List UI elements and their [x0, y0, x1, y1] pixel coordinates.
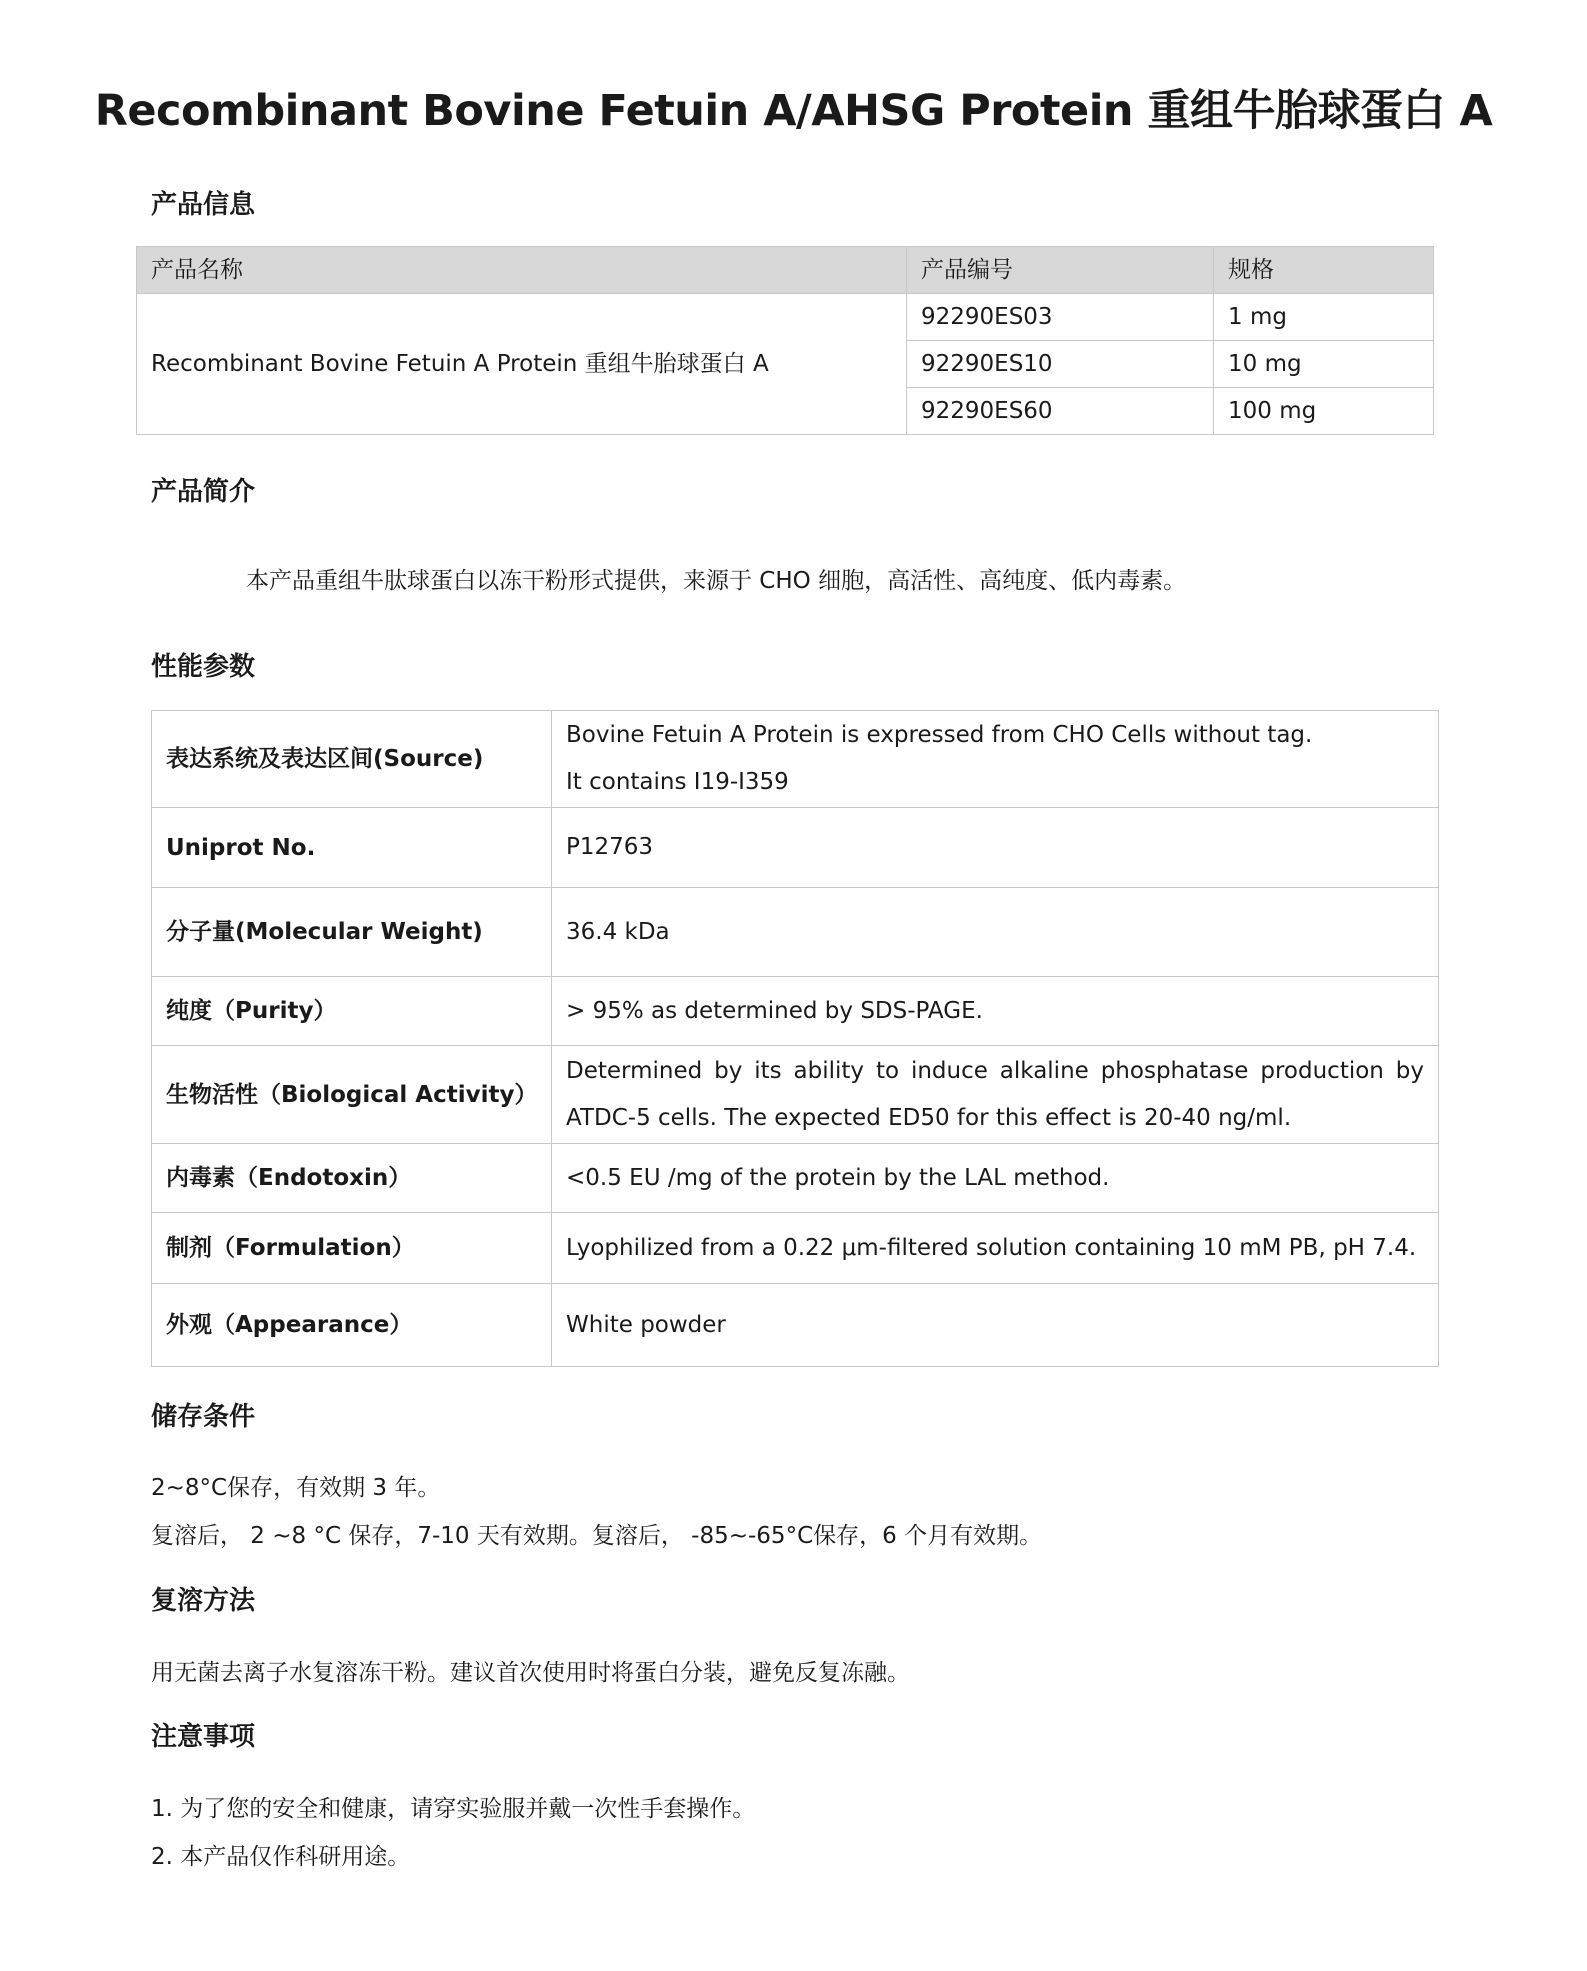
- spec-label: 分子量(Molecular Weight): [152, 888, 552, 977]
- table-row: [152, 1046, 1439, 1144]
- section-heading-product-info: 产品信息: [151, 190, 256, 220]
- product-code-cell: 92290ES10: [907, 341, 1214, 388]
- spec-value: 36.4 kDa: [552, 888, 1439, 977]
- spec-label: 内毒素（Endotoxin）: [152, 1144, 552, 1213]
- section-heading-intro: 产品简介: [151, 477, 256, 507]
- table-row: [152, 977, 1439, 1046]
- table-row: [137, 294, 1434, 341]
- header-product-name: 产品名称: [137, 247, 907, 294]
- list-item: 2. 本产品仅作科研用途。: [151, 1844, 411, 1870]
- product-size-cell: 1 mg: [1214, 294, 1434, 341]
- reconstitution-text: 用无菌去离子水复溶冻干粉。建议首次使用时将蛋白分装，避免反复冻融。: [151, 1660, 910, 1686]
- spec-value-line: Bovine Fetuin A Protein is expressed from CHO Cells without tag.: [566, 722, 1313, 748]
- spec-label: 纯度（Purity）: [152, 977, 552, 1046]
- product-code-cell: 92290ES03: [907, 294, 1214, 341]
- spec-label: 外观（Appearance）: [152, 1284, 552, 1367]
- section-heading-storage: 储存条件: [151, 1402, 256, 1432]
- table-row: [152, 888, 1439, 977]
- table-row: [152, 1284, 1439, 1367]
- spec-value-line: It contains I19-I359: [566, 769, 789, 795]
- spec-value: White powder: [552, 1284, 1439, 1367]
- spec-value: Determined by its ability to induce alkaline phosphatase production by ATDC-5 cells. The expected ED50 for this effect is 20-40 ng/ml.: [552, 1046, 1439, 1144]
- intro-text: 本产品重组牛肽球蛋白以冻干粉形式提供，来源于 CHO 细胞，高活性、高纯度、低内毒素。: [246, 568, 1187, 594]
- spec-label: Uniprot No.: [152, 808, 552, 888]
- product-size-cell: 10 mg: [1214, 341, 1434, 388]
- table-row: [152, 1144, 1439, 1213]
- table-row: [152, 711, 1439, 808]
- table-row: [152, 808, 1439, 888]
- spec-value: P12763: [552, 808, 1439, 888]
- spec-label: 制剂（Formulation）: [152, 1213, 552, 1284]
- spec-label: 表达系统及表达区间(Source): [152, 711, 552, 808]
- spec-label: 生物活性（Biological Activity）: [152, 1046, 552, 1144]
- section-heading-notes: 注意事项: [151, 1722, 256, 1752]
- spec-value: <0.5 EU /mg of the protein by the LAL method.: [552, 1144, 1439, 1213]
- list-item: 1. 为了您的安全和健康，请穿实验服并戴一次性手套操作。: [151, 1796, 756, 1822]
- product-table: [136, 246, 1434, 435]
- product-code-cell: 92290ES60: [907, 388, 1214, 435]
- storage-line: 复溶后， 2 ~8 °C 保存，7-10 天有效期。复溶后， -85~-65°C保存，6 个月有效期。: [151, 1523, 1043, 1549]
- table-row: [152, 1213, 1439, 1284]
- section-heading-reconstitution: 复溶方法: [151, 1586, 256, 1616]
- spec-value: > 95% as determined by SDS-PAGE.: [552, 977, 1439, 1046]
- product-table-header-row: [137, 247, 1434, 294]
- document-title: Recombinant Bovine Fetuin A/AHSG Protein 重组牛胎球蛋白 A: [94, 86, 1493, 136]
- section-heading-specs: 性能参数: [151, 652, 256, 682]
- header-size: 规格: [1214, 247, 1434, 294]
- header-product-code: 产品编号: [907, 247, 1214, 294]
- product-size-cell: 100 mg: [1214, 388, 1434, 435]
- spec-value: [552, 711, 1439, 808]
- storage-line: 2~8°C保存，有效期 3 年。: [151, 1475, 441, 1501]
- spec-value: Lyophilized from a 0.22 μm-filtered solution containing 10 mM PB, pH 7.4.: [552, 1213, 1439, 1284]
- product-name-cell: Recombinant Bovine Fetuin A Protein 重组牛胎球蛋白 A: [137, 294, 907, 435]
- spec-table: [151, 710, 1439, 1367]
